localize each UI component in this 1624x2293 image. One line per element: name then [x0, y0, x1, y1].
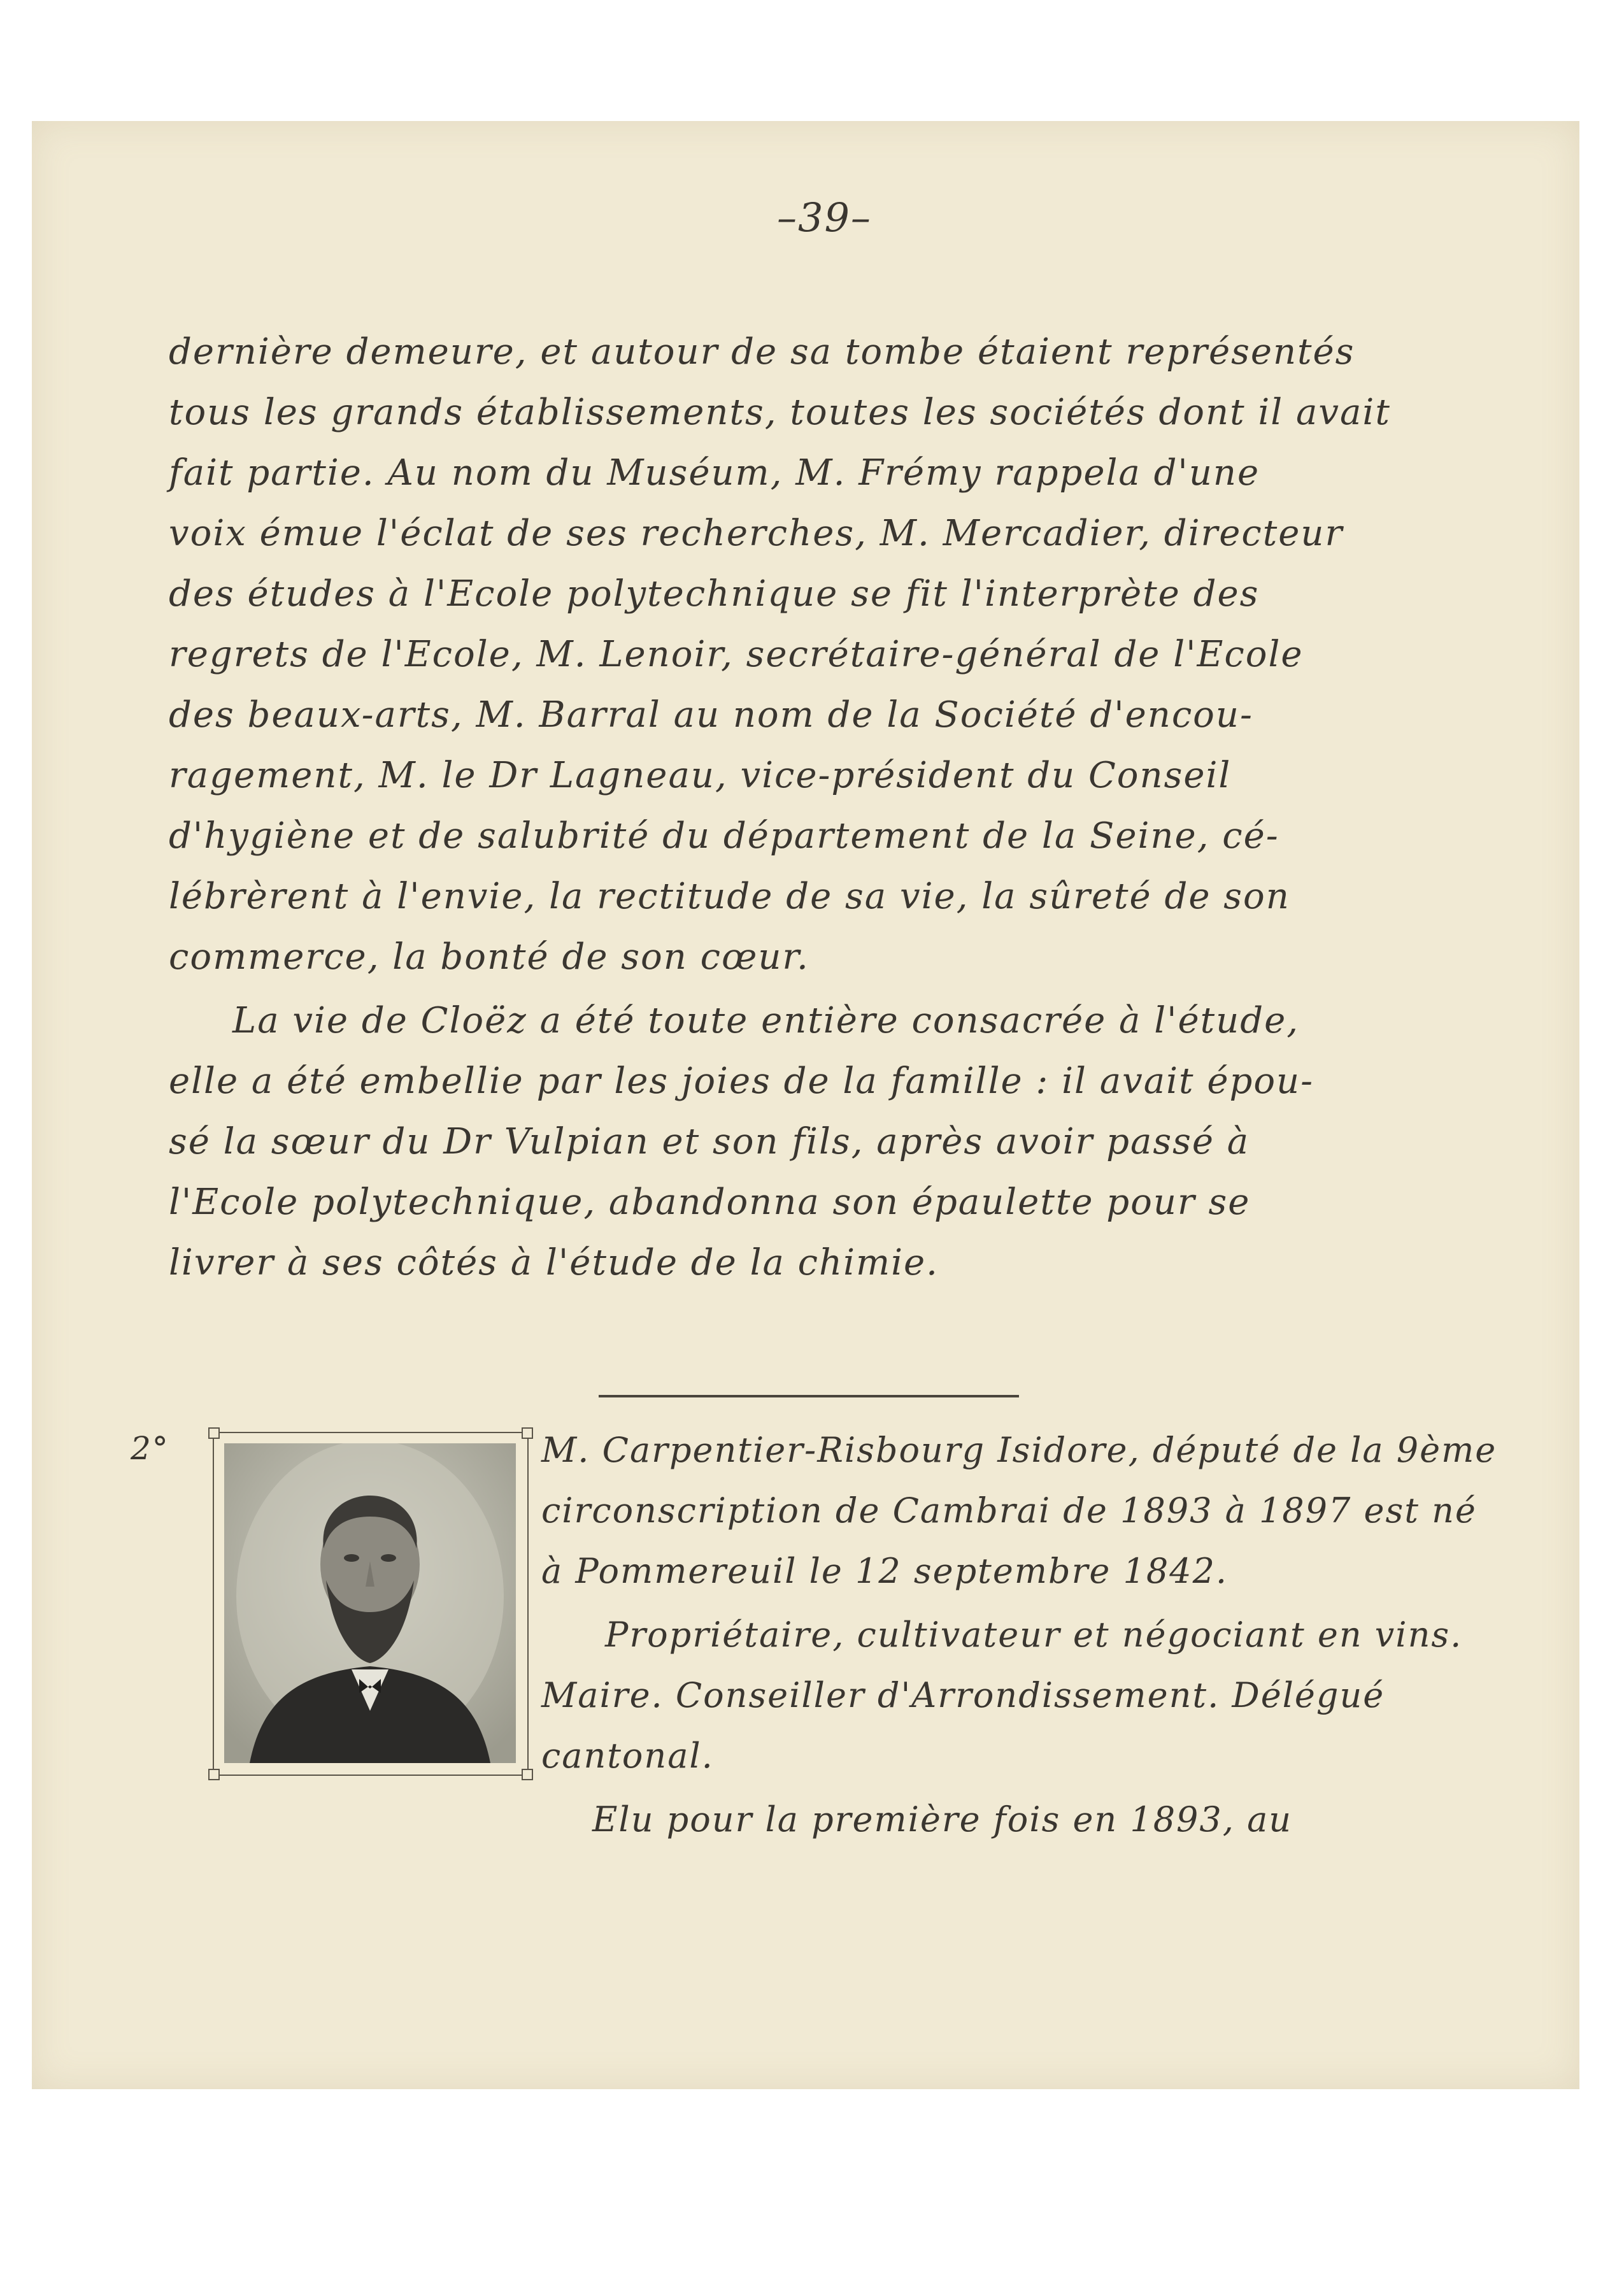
text-line: lébrèrent à l'envie, la rectitude de sa vie, la sûreté de son — [169, 876, 1290, 917]
text-line: dernière demeure, et autour de sa tombe étaient représentés — [169, 331, 1355, 373]
text-line: M. Carpentier-Risbourg Isidore, député de la 9ème — [541, 1430, 1497, 1470]
text-line: Maire. Conseiller d'Arrondissement. Délégué — [541, 1675, 1385, 1715]
portrait-frame — [213, 1432, 529, 1776]
document-page — [32, 121, 1579, 2089]
text-line: ragement, M. le Dr Lagneau, vice-président du Conseil — [169, 755, 1232, 796]
frame-corner — [522, 1427, 533, 1439]
text-line: livrer à ses côtés à l'étude de la chimie. — [169, 1242, 939, 1283]
entry-number: 2° — [131, 1430, 169, 1467]
text-line: sé la sœur du Dr Vulpian et son fils, après avoir passé à — [169, 1121, 1250, 1162]
text-line: Propriétaire, cultivateur et négociant en vins. — [605, 1615, 1463, 1655]
text-line: voix émue l'éclat de ses recherches, M. Mercadier, directeur — [169, 513, 1344, 554]
text-line: Elu pour la première fois en 1893, au — [592, 1799, 1293, 1839]
text-line: circonscription de Cambrai de 1893 à 1897 est né — [541, 1490, 1477, 1531]
text-line: commerce, la bonté de son cœur. — [169, 936, 809, 978]
text-line: regrets de l'Ecole, M. Lenoir, secrétaire-général de l'Ecole — [169, 634, 1304, 675]
text-line: tous les grands établissements, toutes les sociétés dont il avait — [169, 392, 1391, 433]
text-line: d'hygiène et de salubrité du département de la Seine, cé- — [169, 815, 1279, 857]
text-line: des beaux-arts, M. Barral au nom de la Société d'encou- — [169, 694, 1253, 736]
frame-corner — [208, 1769, 220, 1780]
text-line: l'Ecole polytechnique, abandonna son épaulette pour se — [169, 1182, 1251, 1223]
page-number: –39– — [777, 194, 872, 241]
frame-corner — [208, 1427, 220, 1439]
frame-corner — [522, 1769, 533, 1780]
text-line: cantonal. — [541, 1736, 714, 1776]
section-divider — [599, 1395, 1019, 1397]
text-line: à Pommereuil le 12 septembre 1842. — [541, 1551, 1229, 1591]
portrait-photo — [224, 1443, 516, 1763]
text-line: elle a été embellie par les joies de la famille : il avait épou- — [169, 1061, 1314, 1102]
text-line: des études à l'Ecole polytechnique se fit l'interprète des — [169, 573, 1260, 615]
text-line: La vie de Cloëz a été toute entière consacrée à l'étude, — [232, 1000, 1300, 1041]
text-line: fait partie. Au nom du Muséum, M. Frémy rappela d'une — [169, 452, 1260, 494]
